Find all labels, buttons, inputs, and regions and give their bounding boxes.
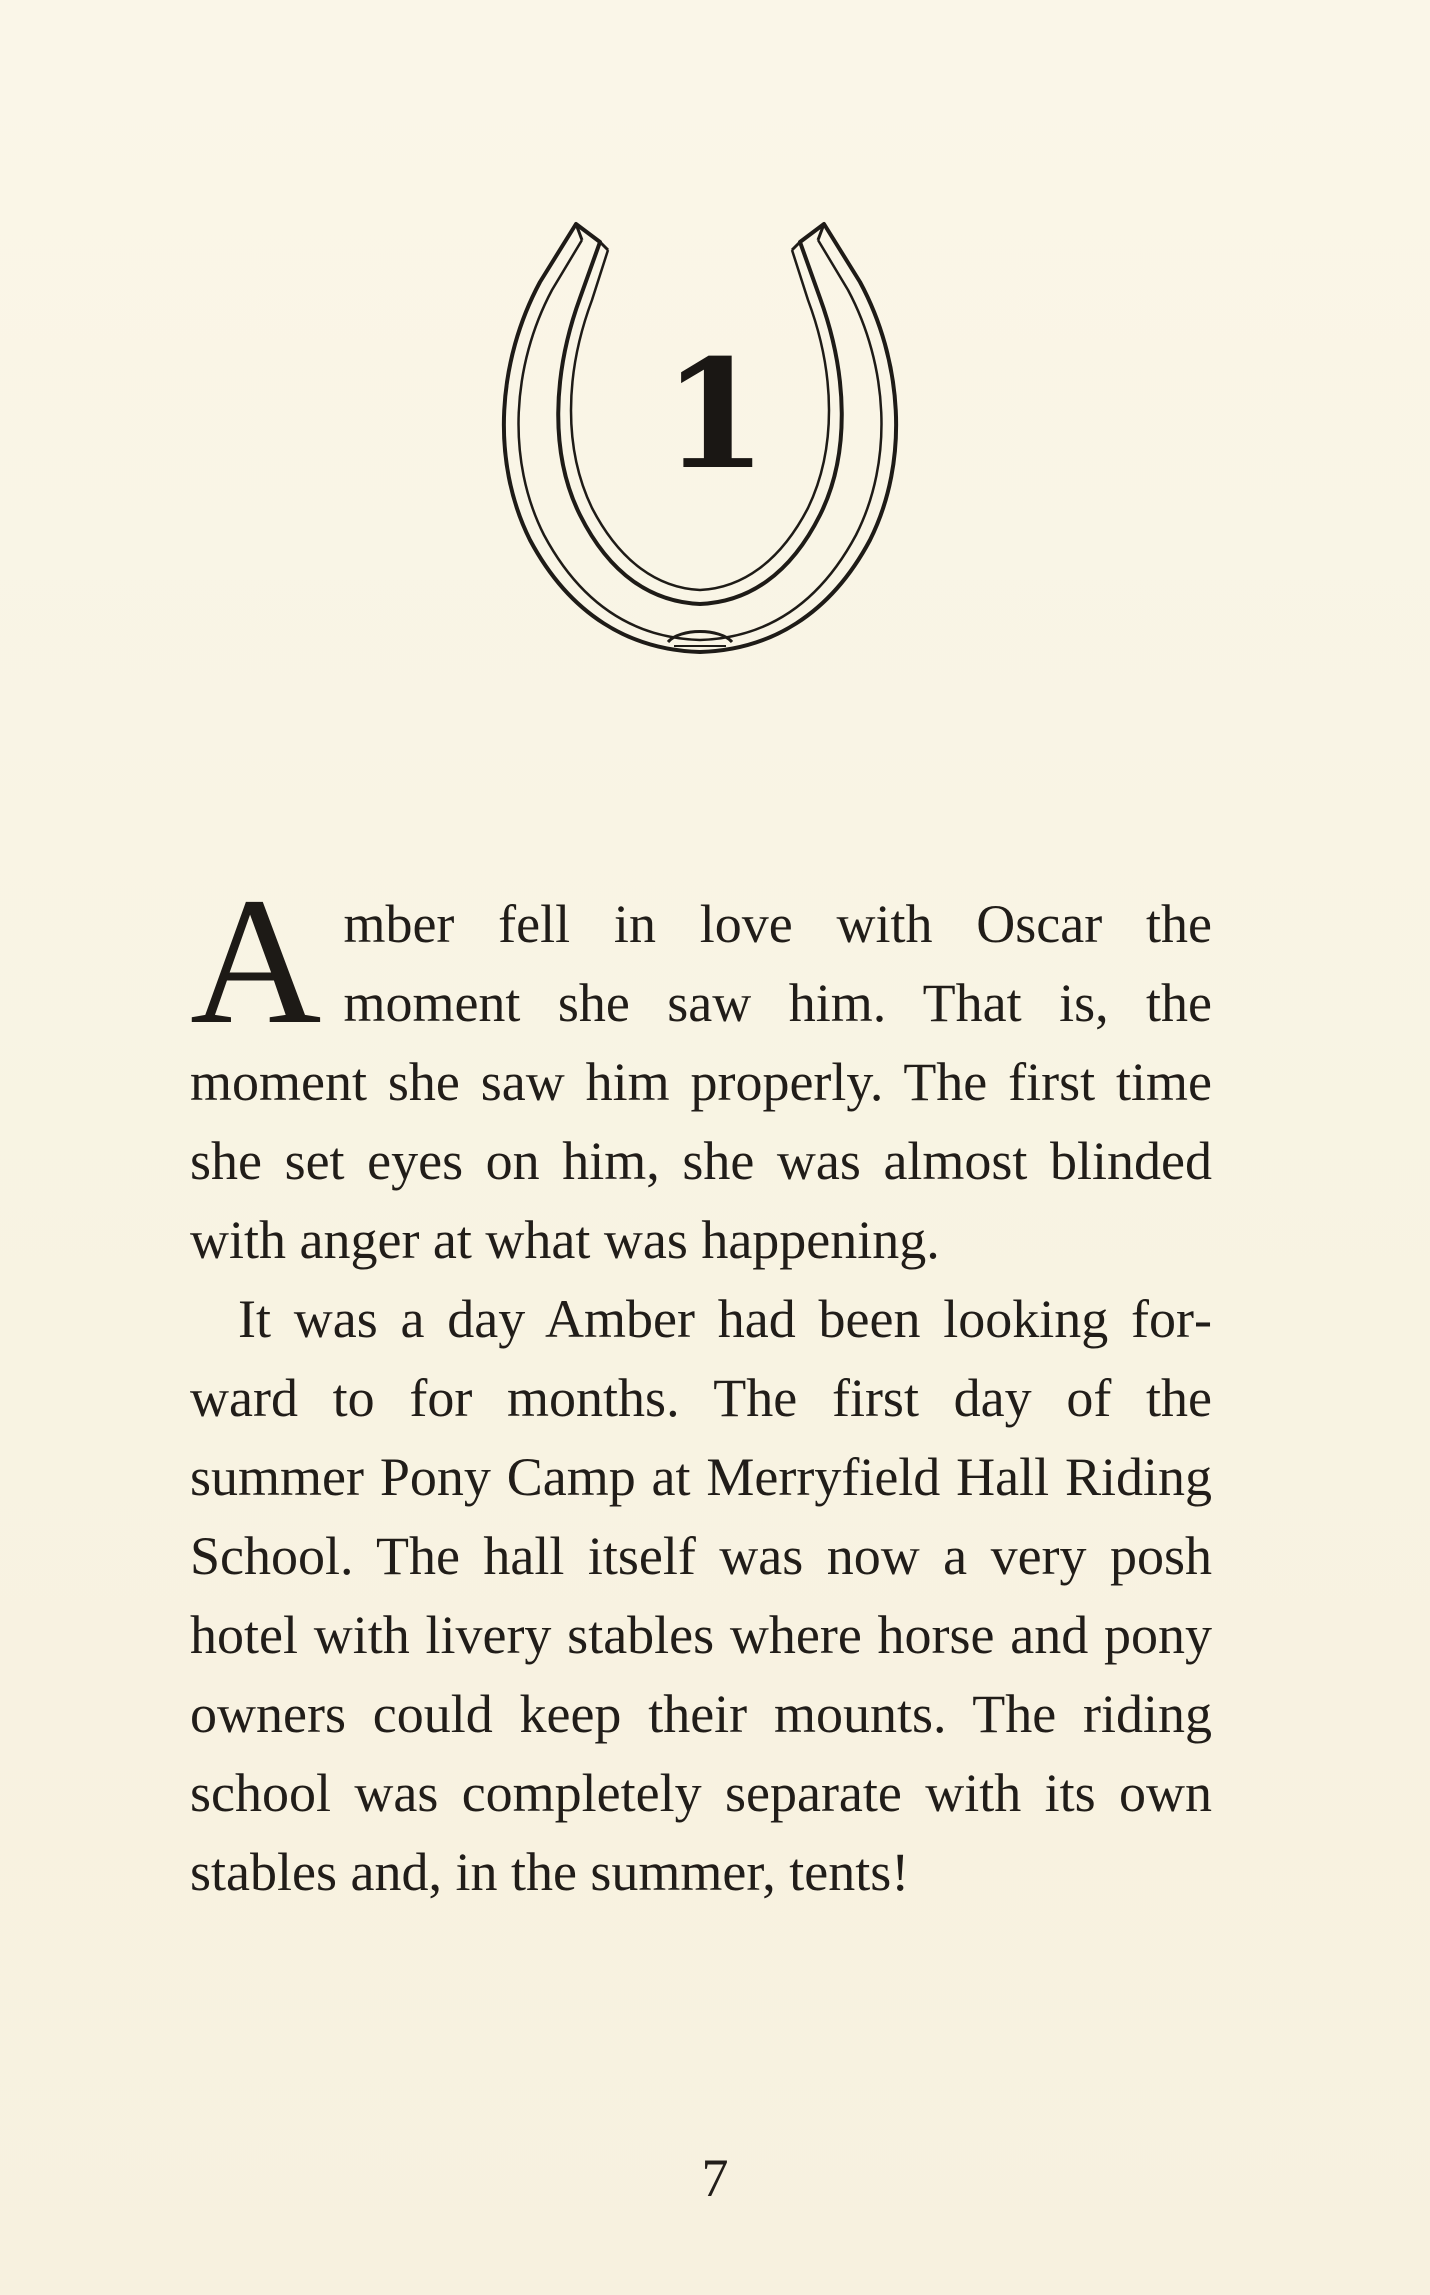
paragraph-1-text: mber fell in love with Oscar the moment she saw him. That is, the moment she saw him properly. The first time she set eyes on him, she was almost blinded with anger at what was happening.: [190, 894, 1212, 1270]
chapter-number: 1: [662, 327, 768, 503]
drop-cap: A: [190, 861, 322, 1062]
page-number: 7: [701, 2148, 729, 2208]
paragraph-2: It was a day Amber had been looking forward to for months. The first day of the summer Pony Camp at Merryfield Hall Riding School. The hall itself was now a very posh hotel with livery stables where horse and pony owners could keep their mounts. The riding school was completely separate with its own stables and, in the summer, tents!: [190, 1289, 1212, 1902]
chapter-body: [190, 861, 1212, 1912]
paragraph-1: [190, 861, 1212, 1280]
